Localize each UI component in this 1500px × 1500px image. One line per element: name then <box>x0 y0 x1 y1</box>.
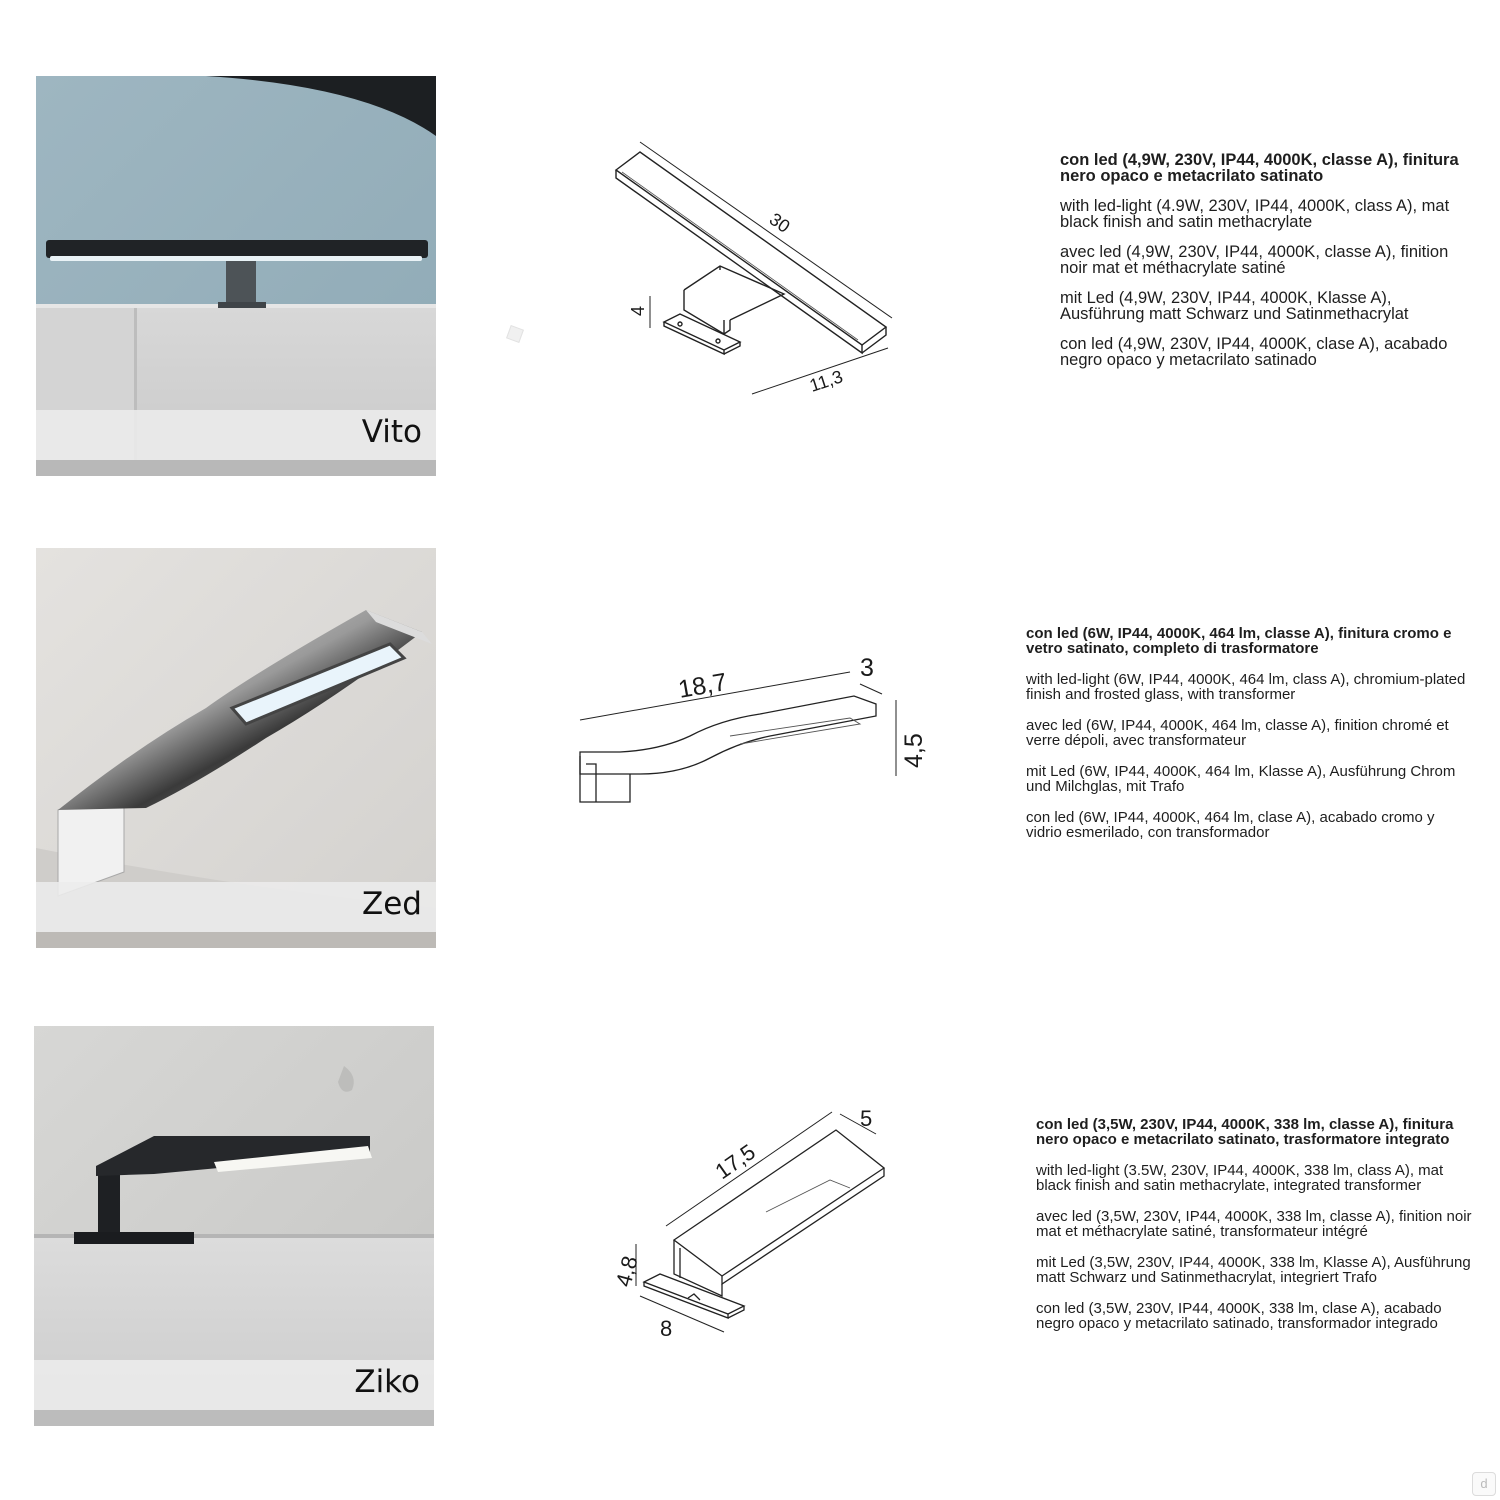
product-name-zed: Zed <box>362 886 422 922</box>
description-fr: avec led (3,5W, 230V, IP44, 4000K, 338 lm, classe A), finition noir mat et méthacrylate satiné, transformateur intégré <box>1036 1208 1472 1240</box>
description-fr: avec led (4,9W, 230V, IP44, 4000K, classe A), finition noir mat et méthacrylate satiné <box>1060 243 1449 277</box>
spec-text-ziko <box>1036 1117 1482 1347</box>
description-fr: avec led (6W, IP44, 4000K, 464 lm, classe A), finition chromé et verre dépoli, avec transformateur <box>1026 717 1449 749</box>
dim-height: 4,5 <box>900 733 928 768</box>
description-es: con led (3,5W, 230V, IP44, 4000K, 338 lm, clase A), acabado negro opaco y metacrilato satinado, transformador integrado <box>1036 1300 1442 1332</box>
name-band <box>34 1360 434 1410</box>
brand-logo-icon: d <box>1472 1472 1496 1496</box>
description-es: con led (6W, IP44, 4000K, 464 lm, clase A), acabado cromo y vidrio esmerilado, con transformador <box>1026 809 1435 841</box>
dim-height: 4,8 <box>610 1253 643 1290</box>
product-name-ziko: Ziko <box>354 1364 420 1400</box>
dim-depth: 11,3 <box>807 366 846 396</box>
name-band <box>36 410 436 460</box>
description-de: mit Led (3,5W, 230V, IP44, 4000K, 338 lm, Klasse A), Ausführung matt Schwarz und Satinmethacrylat, integriert Trafo <box>1036 1254 1471 1286</box>
description-es: con led (4,9W, 230V, IP44, 4000K, clase A), acabado negro opaco y metacrilato satinado <box>1060 335 1448 369</box>
dim-width: 3 <box>860 654 874 682</box>
description-de: mit Led (6W, IP44, 4000K, 464 lm, Klasse A), Ausführung Chrom und Milchglas, mit Trafo <box>1026 763 1456 795</box>
description-it: con led (6W, IP44, 4000K, 464 lm, classe A), finitura cromo e vetro satinato, completo di trasformatore <box>1026 625 1452 657</box>
spec-text-vito <box>1060 152 1460 382</box>
photo-ziko <box>34 1026 434 1426</box>
dim-length: 18,7 <box>676 667 729 704</box>
technical-drawing-vito <box>600 130 900 410</box>
dim-depth: 8 <box>660 1316 673 1341</box>
decorative-dot <box>506 325 524 343</box>
description-en: with led-light (3.5W, 230V, IP44, 4000K, 338 lm, class A), mat black finish and satin methacrylate, integrated transformer <box>1036 1162 1444 1194</box>
photo-zed <box>36 548 436 948</box>
dim-height: 4 <box>628 305 648 316</box>
description-en: with led-light (6W, IP44, 4000K, 464 lm, class A), chromium-plated finish and frosted glass, with transformer <box>1026 671 1466 703</box>
spec-text-zed <box>1026 626 1466 856</box>
description-it: con led (3,5W, 230V, IP44, 4000K, 338 lm, classe A), finitura nero opaco e metacrilato satinato, trasformatore integrato <box>1036 1116 1454 1148</box>
description-de: mit Led (4,9W, 230V, IP44, 4000K, Klasse A), Ausführung matt Schwarz und Satinmethacrylat <box>1060 289 1409 323</box>
photo-vito <box>36 76 436 476</box>
dim-length: 17,5 <box>710 1139 760 1185</box>
dim-length: 30 <box>765 208 794 237</box>
name-band <box>36 882 436 932</box>
product-name-vito: Vito <box>361 414 422 450</box>
dim-width: 5 <box>860 1106 873 1131</box>
description-it: con led (4,9W, 230V, IP44, 4000K, classe A), finitura nero opaco e metacrilato satinato <box>1060 151 1459 185</box>
technical-drawing-zed <box>570 640 940 820</box>
technical-drawing-ziko <box>600 1100 900 1350</box>
description-en: with led-light (4.9W, 230V, IP44, 4000K, class A), mat black finish and satin methacrylate <box>1060 197 1450 231</box>
